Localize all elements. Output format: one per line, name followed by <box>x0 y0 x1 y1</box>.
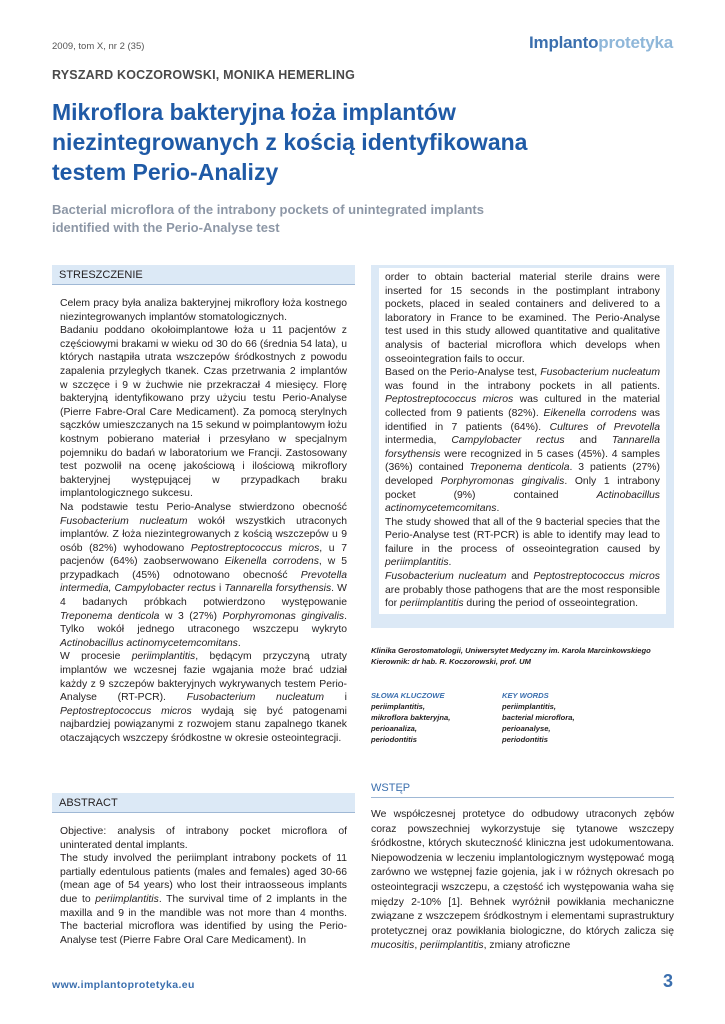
keywords-english-heading: KEY WORDS <box>502 691 549 700</box>
abstract-column <box>52 265 355 989</box>
affiliation-clinic: Klinika Gerostomatologii, Uniwersytet Medyczny im. Karola Marcinkowskiego <box>371 646 651 655</box>
paragraph: W procesie periimplantitis, będącym przyczyną utraty implantów we wczesnej fazie wgajania może brać udział każdy z 9 szczepów bakteryjnych wykrywanych testem Perio-Analyse (RT-PCR). Fusobacterium nucleatum i Peptostreptococcus micros wydają się być patogenami najbardziej powiązanymi z rozwojem stanu zapalnego tkanek otaczających wszczepy śródkostne w okresie osteointegracji. <box>60 651 348 744</box>
keywords-polish-heading: SŁOWA KLUCZOWE <box>371 691 445 700</box>
footer-website-link[interactable]: www.implantoprotetyka.eu <box>52 979 195 991</box>
affiliation <box>371 645 674 667</box>
keyword-item: periodontitis <box>502 735 548 744</box>
article-subtitle: Bacterial microflora of the intrabony pockets of unintegrated implants identified with the Perio-Analyse test <box>52 202 484 235</box>
introduction-body <box>371 808 674 954</box>
introduction-heading: WSTĘP <box>371 780 674 798</box>
paragraph: Celem pracy była analiza bakteryjnej mikroflory łoża kostnego niezintegrowanych implantów stomatologicznych. <box>60 298 347 323</box>
paragraph: Based on the Perio-Analyse test, Fusobacterium nucleatum was found in the intrabony pockets in all patients. Peptostreptococcus micros was cultured in the material collected from 9 patients (82%). Eikenella corrodens was identified in 7 patients (64%). Cultures of Prevotella intermedia, Campylobacter rectus and Tannarella forsythensis were recognized in 5 cases (45%). 4 samples (36%) contained Treponema denticola. 3 patients (27%) developed Porphyromonas gingivalis. Only 1 intrabony pocket (9%) contained Actinobacillus actinomycetemcomitans. <box>385 367 661 515</box>
streszczenie-heading: STRESZCZENIE <box>52 265 355 285</box>
keyword-item: bacterial microflora, <box>502 713 575 722</box>
keyword-item: perioanaliza, <box>371 724 418 733</box>
abstract-continuation-box <box>371 265 674 628</box>
keyword-item: periimplantitis, <box>502 702 557 711</box>
keyword-item: mikroflora bakteryjna, <box>371 713 451 722</box>
paragraph: Na podstawie testu Perio-Analyse stwierdzono obecność Fusobacterium nucleatum wokół wszystkich utraconych implantów. Z łoża niezintegrowanych z kością wszczepów u 9 osób (82%) wyhodowano Peptostreptococcus micros, u 7 pacjenów (64%) zaobserwowano Eikenella corrodens, w 5 przypadkach (45%) odnotowano obecność Prevotella intermedia, Campylobacter rectus i Tannarella forsythensis. W 4 badanych próbkach potwierdzono występowanie Treponema denticola w 3 (27%) Porphyromonas gingivalis. Tylko wokół jednego utraconego wszczepu wykryto Actinobacillus actinomycetemcomitans. <box>60 501 348 649</box>
article-title: Mikroflora bakteryjna łoża implantów niezintegrowanych z kością identyfikowana testem Perio-Analizy <box>52 99 528 185</box>
abstract-continuation-text <box>379 268 666 614</box>
keywords-english <box>502 690 652 745</box>
abstract-heading: ABSTRACT <box>52 793 355 813</box>
affiliation-head: Kierownik: dr hab. R. Koczorowski, prof. UM <box>371 657 531 666</box>
paragraph: order to obtain bacterial material sterile drains were inserted for 15 seconds in the postimplant intrabony pockets, placed in sealed containers and delivered to a laboratory in France to be examined. The Perio-Analyse test used in this study allowed quantitative and qualitative analysis of bacterial microflora which develops when osseointegration fails to occur. <box>385 272 660 365</box>
streszczenie-body <box>52 285 355 795</box>
abstract-body <box>52 813 355 989</box>
issue-info: 2009, tom X, nr 2 (35) <box>52 41 145 52</box>
logo-bold-part: Implanto <box>529 33 599 52</box>
keyword-item: periodontitis <box>371 735 417 744</box>
page-number: 3 <box>662 971 673 991</box>
paragraph: Objective: analysis of intrabony pocket microflora of uninterated dental implants. <box>60 826 347 851</box>
paragraph: The study involved the periimplant intrabony pockets of 11 partially edentulous patients (males and females) aged 30-66 (mean age of 54 years) who lost their intraosseous implants due to periimplantitis. The survival time of 2 implants in the maxilla and 9 in the mandible was not more than 4 months. The bacterial microflora was identified by using the Perio-Analyse test (Pierre Fabre Oral Care Medicament). In <box>60 853 348 946</box>
keyword-item: periimplantitis, <box>371 702 426 711</box>
paragraph: The study showed that all of the 9 bacterial species that the Perio-Analyse test (RT-PCR) is able to identify may lead to failure in the process of osseointegration caused by periimplantitis. <box>385 516 660 569</box>
keyword-item: perioanalyse, <box>502 724 551 733</box>
logo-light-part: protetyka <box>598 33 673 52</box>
paragraph: We współczesnej protetyce do odbudowy utraconych zębów coraz powszechniej wykorzystuje się tytanowe wszczepy śródkostne, których skuteczność kliniczna jest udokumentowana. Niepowodzenia w leczeniu implantologicznym występować mogą zarówno we wstępnej fazie gojenia, jak i w różnych okresach po osteointegracji wszczepu, a częstość ich występowania waha się między 2-10% [1]. Behnek wyróżnił powikłania mechaniczne związane z wszczepem śródkostnym i elementami suprastruktury protetycznej oraz powikłania biologiczne, do których zalicza się mucositis, periimplantitis, zmiany atroficzne <box>371 809 674 952</box>
journal-logo <box>529 33 673 53</box>
authors: RYSZARD KOCZOROWSKI, MONIKA HEMERLING <box>52 68 355 82</box>
paragraph: Fusobacterium nucleatum and Peptostreptococcus micros are probably those pathogens that are the most responsible for periimplantitis during the period of osseointegration. <box>385 571 660 610</box>
paragraph: Badaniu poddano okołoimplantowe łoża u 11 pacjentów z częściowymi brakami w wieku od 30 do 66 (średnia 54 lata), u których nastąpiła utrata wszczepów śródkostnych z powodu zapalenia przyległych tkanek. Czas przetrwania 2 implantów w szczęce i 9 w żuchwie nie przekraczał 4 miesięcy. Florę bakteryjną identyfikowano przy użyciu testu Perio-Analyse (Pierre Fabre-Oral Care Medicament). Za pomocą sterylnych sączków umieszczanych na 15 sekund w poimplantowym łożu kostnym pobierano materiał i przesyłano w specjalnym pojemniku do badań w laboratorium we Francji. Zastosowany test pozwolił na ocenę jakościową i ilościową mikroflory bakteryjnej występującej w przypadkach braku implantologicznego sukcesu. <box>60 325 347 500</box>
keywords-polish <box>371 690 521 745</box>
